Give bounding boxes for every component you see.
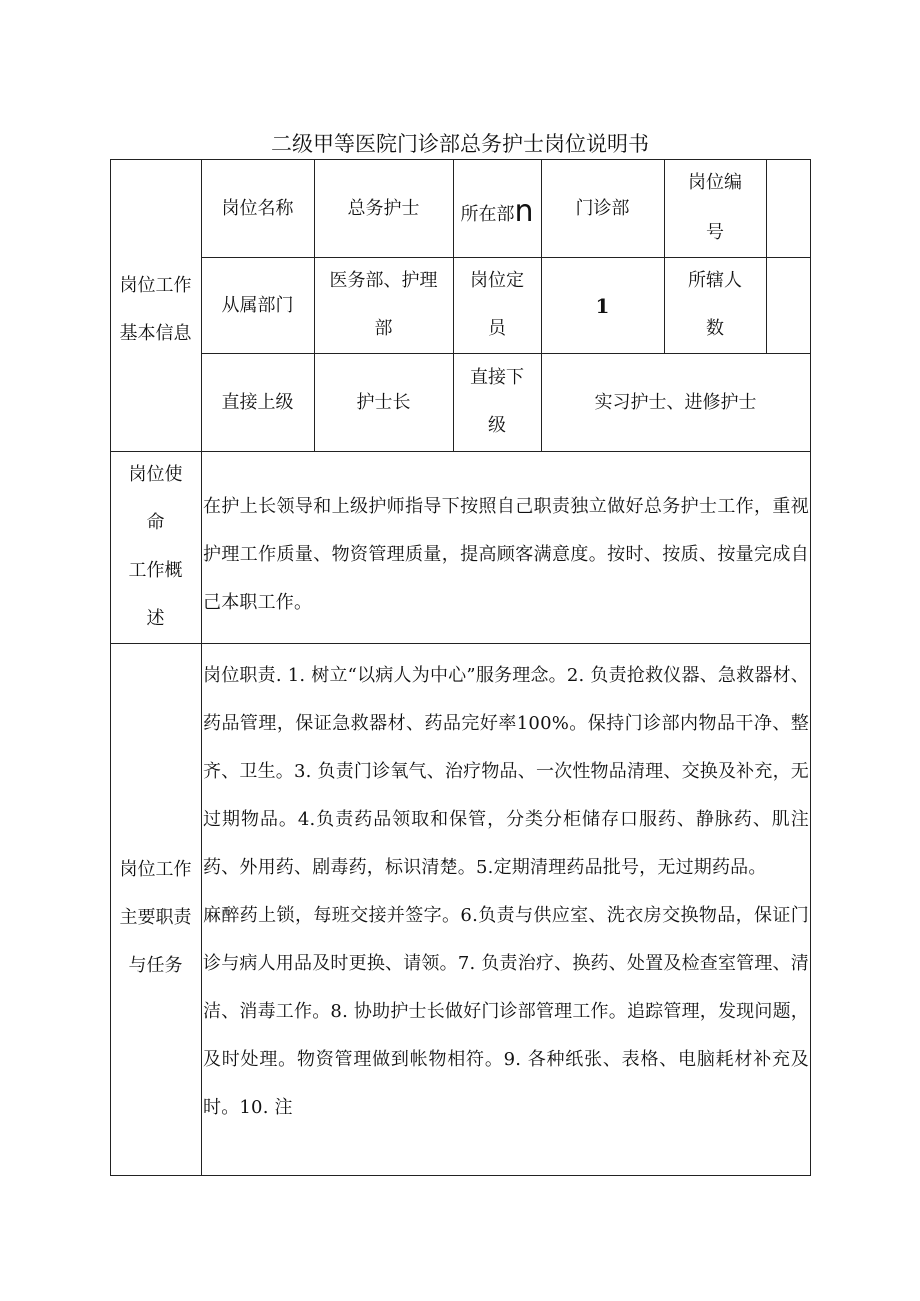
post-number-label-line2: 号	[706, 222, 724, 243]
duties-paragraph-1: 岗位职责. 1. 树立“以病人为中心”服务理念。2. 负责抢救仪器、急救器材、药品管理，保证急救器材、药品完好率100%。保持门诊部内物品干净、整齐、卫生。3. 负责门诊氧气、治疗物品、一次性物品清理、交换及补充，无过期物品。4.负责药品领取和保管，分类分柜储存口服药、静脉药、肌注药、外用药、剧毒药，标识清楚。5.定期清理药品批号，无过期药品。	[203, 665, 809, 878]
basic-info-section-label	[110, 262, 201, 358]
subordinates-count-value	[766, 257, 810, 353]
subordinates-label-line2: 数	[706, 318, 724, 339]
post-name-value: 总务护士	[347, 198, 420, 219]
department-label-suffix: n	[514, 194, 534, 229]
post-quota-label-line2: 员	[488, 318, 506, 339]
post-number-label-line1: 岗位编	[688, 172, 742, 193]
duties-section-label	[110, 845, 201, 991]
post-quota-number: 1	[595, 294, 610, 318]
department-label-prefix: 所在部	[460, 204, 515, 225]
post-quota-label-line1: 岗位定	[470, 270, 524, 291]
direct-subordinate-label-line2: 级	[488, 415, 506, 436]
mission-bottom	[110, 643, 811, 644]
direct-subordinate-label-line1: 直接下	[470, 367, 524, 388]
duties-label-line3: 与任务	[128, 955, 183, 976]
duties-paragraph-2: 麻醉药上锁，每班交接并签字。6.负责与供应室、洗衣房交换物品，保证门诊与病人用品及时更换、请领。7. 负责治疗、换药、处置及检查室管理、清洁、消毒工作。8. 协助护士长做好门诊部管理工作。追踪管理，发现问题，及时处理。物资管理做到帐物相符。9. 各种纸张、表格、电脑耗材补充及时。10. 注	[203, 905, 809, 1118]
mission-label-line4: 述	[146, 608, 165, 629]
table-border-right	[810, 159, 811, 1176]
direct-superior-label: 直接上级	[221, 392, 294, 413]
duties-label-line2: 主要职责	[119, 907, 192, 928]
affiliated-department-label: 从属部门	[221, 295, 294, 316]
affiliated-value-line2: 部	[374, 318, 393, 339]
direct-subordinate-label	[453, 353, 541, 451]
department-value: 门诊部	[575, 198, 630, 219]
post-name-label: 岗位名称	[221, 198, 294, 219]
post-quota-label	[453, 257, 541, 353]
mission-label-line3: 工作概	[128, 560, 183, 581]
affiliated-department-value	[314, 257, 453, 353]
mission-text	[203, 483, 809, 627]
document-title: 二级甲等医院门诊部总务护士岗位说明书	[271, 132, 649, 156]
table-border-bottom	[110, 1175, 811, 1176]
mission-label-line2: 命	[146, 512, 165, 533]
basic-info-label-line2: 基本信息	[119, 323, 192, 344]
subordinates-count-label	[664, 257, 766, 353]
mission-label-line1: 岗位使	[128, 464, 183, 485]
post-number-label	[664, 159, 766, 257]
direct-subordinate-value: 实习护士、进修护士	[594, 392, 757, 413]
subordinates-label-line1: 所辖人	[688, 270, 742, 291]
basic-info-label-line1: 岗位工作	[119, 275, 192, 296]
basic-info-bottom	[110, 451, 811, 452]
duties-label-line1: 岗位工作	[119, 859, 192, 880]
affiliated-value-line1: 医务部、护理	[329, 270, 438, 291]
post-number-value	[766, 159, 810, 257]
direct-superior-value: 护士长	[356, 392, 411, 413]
department-label	[453, 190, 541, 240]
mission-paragraph: 在护上长领导和上级护师指导下按照自己职责独立做好总务护士工作，重视护理工作质量、物资管理质量，提高顾客满意度。按时、按质、按量完成自己本职工作。	[203, 496, 809, 613]
mission-section-label	[110, 451, 201, 643]
post-quota-value	[541, 281, 664, 331]
duties-text	[203, 652, 809, 1132]
